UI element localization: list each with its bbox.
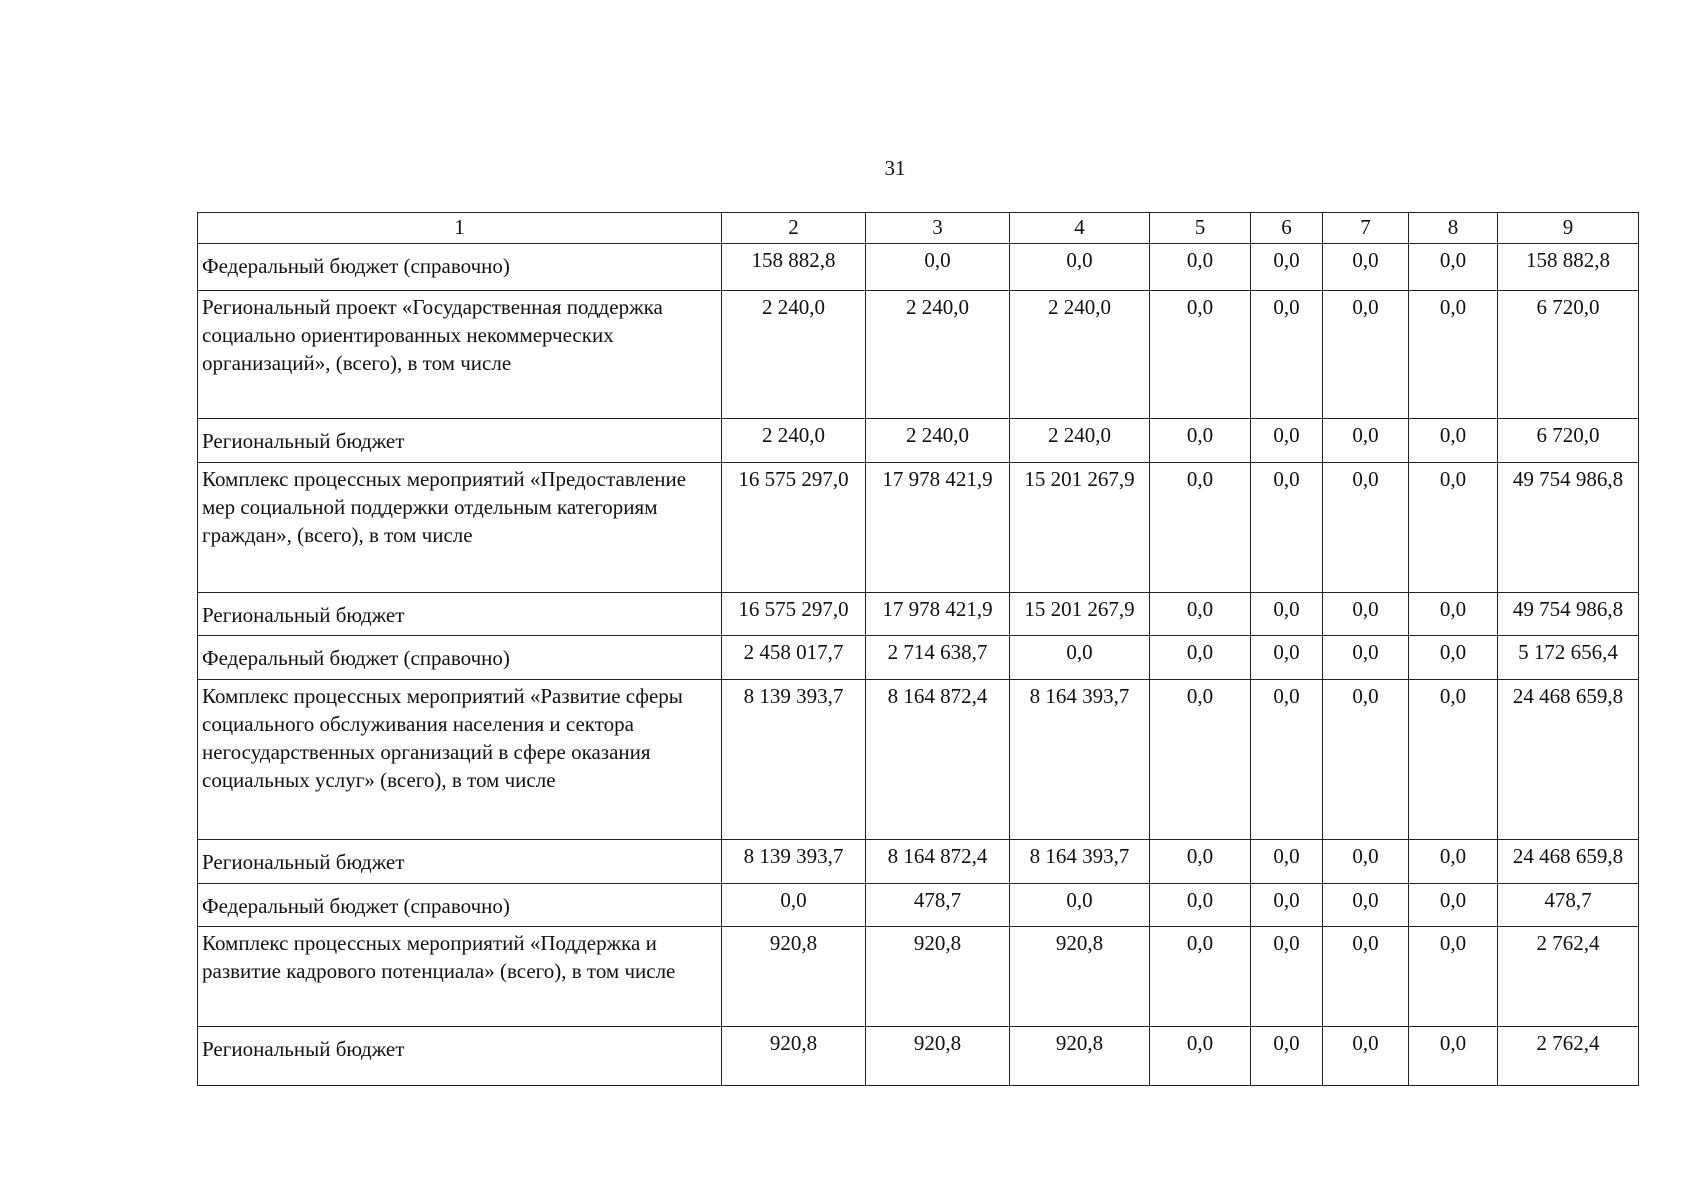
value-cell: 0,0 — [1409, 593, 1498, 636]
value-cell: 49 754 986,8 — [1498, 593, 1639, 636]
value-cell: 0,0 — [1150, 884, 1251, 927]
row-label: Комплекс процессных мероприятий «Поддержка и развитие кадрового потенциала» (всего), в том числе — [198, 927, 722, 1027]
table-row — [198, 884, 1639, 927]
table-row — [198, 463, 1639, 593]
value-cell: 17 978 421,9 — [866, 463, 1010, 593]
value-cell: 0,0 — [1251, 840, 1323, 884]
value-cell: 2 458 017,7 — [722, 636, 866, 680]
value-cell: 0,0 — [722, 884, 866, 927]
value-cell: 2 240,0 — [1010, 291, 1150, 419]
value-cell: 0,0 — [1323, 1027, 1409, 1086]
value-cell: 0,0 — [1251, 291, 1323, 419]
column-header: 7 — [1323, 213, 1409, 244]
value-cell: 0,0 — [1251, 680, 1323, 840]
value-cell: 0,0 — [1409, 291, 1498, 419]
table-row — [198, 927, 1639, 1027]
value-cell: 0,0 — [1323, 840, 1409, 884]
value-cell: 0,0 — [1150, 927, 1251, 1027]
row-label: Федеральный бюджет (справочно) — [198, 884, 722, 927]
value-cell: 920,8 — [1010, 1027, 1150, 1086]
value-cell: 2 240,0 — [1010, 419, 1150, 463]
row-label: Федеральный бюджет (справочно) — [198, 636, 722, 680]
value-cell: 2 762,4 — [1498, 1027, 1639, 1086]
value-cell: 920,8 — [866, 927, 1010, 1027]
value-cell: 0,0 — [1323, 680, 1409, 840]
row-label: Федеральный бюджет (справочно) — [198, 244, 722, 291]
column-header: 8 — [1409, 213, 1498, 244]
value-cell: 2 762,4 — [1498, 927, 1639, 1027]
value-cell: 24 468 659,8 — [1498, 840, 1639, 884]
value-cell: 8 164 393,7 — [1010, 840, 1150, 884]
page-number: 31 — [884, 156, 906, 180]
value-cell: 0,0 — [1150, 463, 1251, 593]
table-row — [198, 419, 1639, 463]
value-cell: 0,0 — [1251, 244, 1323, 291]
column-header: 2 — [722, 213, 866, 244]
value-cell: 0,0 — [1323, 636, 1409, 680]
row-label: Региональный бюджет — [198, 419, 722, 463]
value-cell: 0,0 — [1323, 593, 1409, 636]
table-row — [198, 291, 1639, 419]
value-cell: 2 240,0 — [722, 291, 866, 419]
value-cell: 0,0 — [1409, 244, 1498, 291]
value-cell: 0,0 — [1251, 884, 1323, 927]
value-cell: 6 720,0 — [1498, 419, 1639, 463]
value-cell: 920,8 — [722, 1027, 866, 1086]
value-cell: 0,0 — [1251, 463, 1323, 593]
value-cell: 920,8 — [722, 927, 866, 1027]
column-header: 1 — [198, 213, 722, 244]
budget-table — [197, 212, 1639, 1086]
value-cell: 0,0 — [1409, 884, 1498, 927]
value-cell: 2 240,0 — [866, 291, 1010, 419]
value-cell: 49 754 986,8 — [1498, 463, 1639, 593]
column-header: 4 — [1010, 213, 1150, 244]
value-cell: 0,0 — [1150, 1027, 1251, 1086]
value-cell: 0,0 — [1150, 680, 1251, 840]
value-cell: 0,0 — [1251, 927, 1323, 1027]
value-cell: 158 882,8 — [1498, 244, 1639, 291]
row-label: Региональный бюджет — [198, 1027, 722, 1086]
value-cell: 2 240,0 — [722, 419, 866, 463]
value-cell: 478,7 — [866, 884, 1010, 927]
value-cell: 2 714 638,7 — [866, 636, 1010, 680]
table-row — [198, 593, 1639, 636]
row-label: Комплекс процессных мероприятий «Предоставление мер социальной поддержки отдельным категориям граждан», (всего), в том числе — [198, 463, 722, 593]
column-header: 6 — [1251, 213, 1323, 244]
value-cell: 0,0 — [1409, 419, 1498, 463]
value-cell: 0,0 — [1409, 636, 1498, 680]
value-cell: 0,0 — [1010, 884, 1150, 927]
value-cell: 16 575 297,0 — [722, 463, 866, 593]
row-label: Региональный бюджет — [198, 593, 722, 636]
value-cell: 0,0 — [1150, 419, 1251, 463]
table-header-row — [198, 213, 1639, 244]
value-cell: 15 201 267,9 — [1010, 593, 1150, 636]
value-cell: 0,0 — [1409, 840, 1498, 884]
value-cell: 0,0 — [1150, 291, 1251, 419]
value-cell: 6 720,0 — [1498, 291, 1639, 419]
value-cell: 0,0 — [1150, 636, 1251, 680]
value-cell: 0,0 — [1010, 636, 1150, 680]
value-cell: 0,0 — [866, 244, 1010, 291]
value-cell: 920,8 — [1010, 927, 1150, 1027]
value-cell: 8 164 872,4 — [866, 680, 1010, 840]
value-cell: 8 139 393,7 — [722, 680, 866, 840]
value-cell: 0,0 — [1409, 1027, 1498, 1086]
table-row — [198, 1027, 1639, 1086]
value-cell: 8 164 393,7 — [1010, 680, 1150, 840]
row-label: Региональный проект «Государственная поддержка социально ориентированных некоммерческих организаций», (всего), в том числе — [198, 291, 722, 419]
value-cell: 24 468 659,8 — [1498, 680, 1639, 840]
value-cell: 0,0 — [1323, 419, 1409, 463]
value-cell: 0,0 — [1150, 244, 1251, 291]
value-cell: 8 164 872,4 — [866, 840, 1010, 884]
value-cell: 0,0 — [1010, 244, 1150, 291]
table-row — [198, 680, 1639, 840]
column-header: 9 — [1498, 213, 1639, 244]
value-cell: 17 978 421,9 — [866, 593, 1010, 636]
value-cell: 0,0 — [1323, 927, 1409, 1027]
value-cell: 16 575 297,0 — [722, 593, 866, 636]
value-cell: 0,0 — [1409, 463, 1498, 593]
value-cell: 8 139 393,7 — [722, 840, 866, 884]
column-header: 3 — [866, 213, 1010, 244]
value-cell: 0,0 — [1323, 291, 1409, 419]
value-cell: 5 172 656,4 — [1498, 636, 1639, 680]
value-cell: 0,0 — [1409, 927, 1498, 1027]
value-cell: 0,0 — [1251, 636, 1323, 680]
value-cell: 2 240,0 — [866, 419, 1010, 463]
value-cell: 15 201 267,9 — [1010, 463, 1150, 593]
table-row — [198, 636, 1639, 680]
row-label: Комплекс процессных мероприятий «Развитие сферы социального обслуживания населения и сектора негосударственных организаций в сфере оказания социальных услуг» (всего), в том числе — [198, 680, 722, 840]
value-cell: 0,0 — [1251, 1027, 1323, 1086]
table-row — [198, 244, 1639, 291]
value-cell: 0,0 — [1409, 680, 1498, 840]
value-cell: 158 882,8 — [722, 244, 866, 291]
row-label: Региональный бюджет — [198, 840, 722, 884]
value-cell: 0,0 — [1150, 593, 1251, 636]
table-row — [198, 840, 1639, 884]
value-cell: 0,0 — [1323, 463, 1409, 593]
value-cell: 0,0 — [1251, 419, 1323, 463]
value-cell: 0,0 — [1150, 840, 1251, 884]
value-cell: 0,0 — [1323, 884, 1409, 927]
value-cell: 0,0 — [1251, 593, 1323, 636]
value-cell: 0,0 — [1323, 244, 1409, 291]
value-cell: 920,8 — [866, 1027, 1010, 1086]
column-header: 5 — [1150, 213, 1251, 244]
value-cell: 478,7 — [1498, 884, 1639, 927]
